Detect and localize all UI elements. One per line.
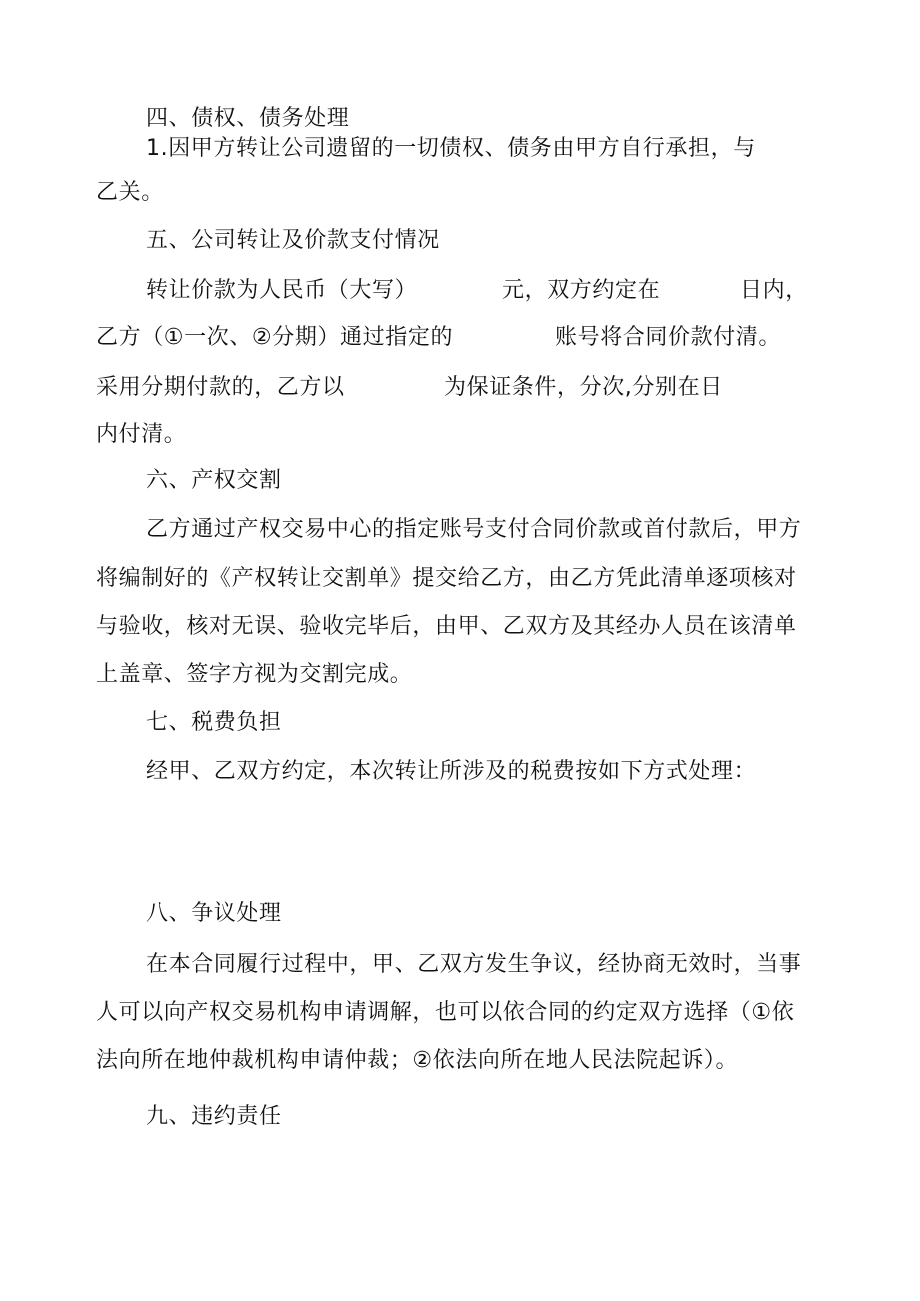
section-4-heading: 四、债权、债务处理 [146, 106, 350, 131]
section-7-line-1: 经甲、乙双方约定，本次转让所涉及的税费按如下方式处理： [146, 759, 757, 784]
section-8-line-1: 在本合同履行过程中，甲、乙双方发生争议，经协商无效时，当事 [146, 952, 802, 977]
section-5-line-4: 内付清。 [96, 422, 187, 447]
section-5-heading: 五、公司转让及价款支付情况 [146, 228, 440, 253]
section-6-heading: 六、产权交割 [146, 468, 282, 493]
section-6-line-2: 将编制好的《产权转让交割单》提交给乙方，由乙方凭此清单逐项核对 [96, 566, 797, 591]
section-4-line-1: 1.因甲方转让公司遗留的一切债权、债务由甲方自行承担，与 [146, 136, 756, 161]
section-5-line-3a: 采用分期付款的，乙方以 [96, 375, 345, 400]
section-7-heading: 七、税费负担 [146, 710, 282, 735]
section-6-line-4: 上盖章、签字方视为交割完成。 [96, 662, 413, 687]
section-5-line-2a: 乙方（①一次、②分期）通过指定的 [96, 325, 454, 350]
section-5-line-3b: 为保证条件，分次,分别在日 [444, 375, 723, 400]
section-4-line-2: 乙关。 [96, 180, 164, 205]
section-5-line-1b: 元，双方约定在 [502, 278, 661, 303]
section-8-heading: 八、争议处理 [146, 901, 282, 926]
section-6-line-3: 与验收，核对无误、验收完毕后，由甲、乙双方及其经办人员在该清单 [96, 614, 797, 639]
section-8-line-3: 法向所在地仲裁机构申请仲裁；②依法向所在地人民法院起诉）。 [96, 1048, 739, 1073]
section-5-line-2b: 账号将合同价款付清。 [555, 325, 782, 350]
section-9-heading: 九、违约责任 [146, 1104, 282, 1129]
section-6-line-1: 乙方通过产权交易中心的指定账号支付合同价款或首付款后，甲方 [146, 517, 802, 542]
section-8-line-2: 人可以向产权交易机构申请调解，也可以依合同的约定双方选择（①依 [96, 1000, 795, 1025]
section-5-line-1c: 日内， [740, 278, 808, 303]
section-5-line-1a: 转让价款为人民币（大写） [146, 278, 418, 303]
